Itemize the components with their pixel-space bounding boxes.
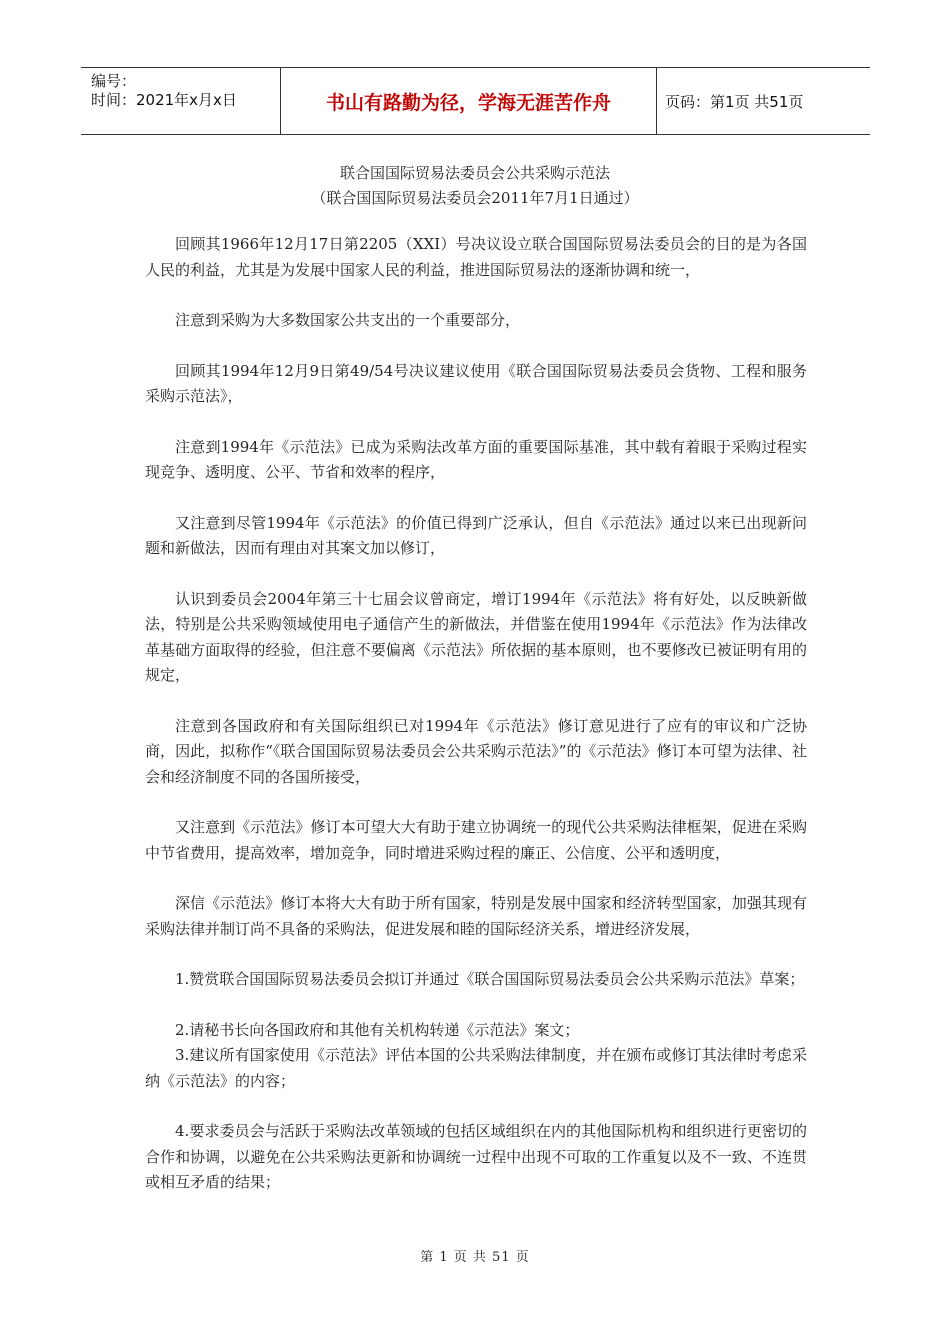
paragraph: 注意到采购为大多数国家公共支出的一个重要部分， — [175, 311, 521, 329]
paragraph: 注意到各国政府和有关国际组织已对1994年《示范法》修订意见进行了应有的审议和广泛协商，因此，拟称作“《联合国国际贸易法委员会公共采购示范法》”的《示范法》修订本可望为法律、社会和经济制度不同的各国所接受， — [145, 716, 807, 786]
number-label: 编号： — [91, 72, 137, 90]
page-header — [81, 67, 870, 135]
resolution-item: 3.建议所有国家使用《示范法》评估本国的公共采购法律制度，并在颁布或修订其法律时考虑采纳《示范法》的内容； — [145, 1046, 807, 1090]
document-title: 联合国国际贸易法委员会公共采购示范法 — [339, 164, 610, 182]
header-motto: 书山有路勤为径，学海无涯苦作舟 — [281, 68, 657, 134]
resolution-item: 4.要求委员会与活跃于采购法改革领域的包括区域组织在内的其他国际机构和组织进行更密切的合作和协调，以避免在公共采购法更新和协调统一过程中出现不可取的工作重复以及不一致、不连贯或相互矛盾的结果； — [145, 1122, 807, 1191]
paragraph: 认识到委员会2004年第三十七届会议曾商定，增订1994年《示范法》将有好处，以反映新做法，特别是公共采购领域使用电子通信产生的新做法，并借鉴在使用1994年《示范法》作为法律改革基础方面取得的经验，但注意不要偏离《示范法》所依据的基本原则，也不要修改已被证明有用的规定， — [145, 589, 807, 684]
paragraph: 回顾其1966年12月17日第2205（XXI）号决议设立联合国国际贸易法委员会的目的是为各国人民的利益，尤其是为发展中国家人民的利益，推进国际贸易法的逐渐协调和统一， — [145, 235, 807, 279]
header-page-info: 页码：第1页 共51页 — [665, 92, 804, 111]
page-footer: 第 1 页 共 51 页 — [420, 1250, 530, 1265]
paragraph: 又注意到《示范法》修订本可望大大有助于建立协调统一的现代公共采购法律框架，促进在采购中节省费用，提高效率，增加竞争，同时增进采购过程的廉正、公信度、公平和透明度， — [145, 818, 807, 862]
document-body — [145, 232, 807, 1221]
time-label: 时间：2021年x月x日 — [91, 91, 237, 109]
paragraph: 回顾其1994年12月9日第49/54号决议建议使用《联合国国际贸易法委员会货物、工程和服务采购示范法》， — [145, 361, 807, 405]
paragraph: 注意到1994年《示范法》已成为采购法改革方面的重要国际基准，其中载有着眼于采购过程实现竞争、透明度、公平、节省和效率的程序， — [145, 437, 807, 481]
resolution-item: 1.赞赏联合国国际贸易法委员会拟订并通过《联合国国际贸易法委员会公共采购示范法》草案； — [175, 970, 805, 988]
paragraph: 深信《示范法》修订本将大大有助于所有国家，特别是发展中国家和经济转型国家，加强其现有采购法律并制订尚不具备的采购法，促进发展和睦的国际经济关系，增进经济发展， — [145, 894, 807, 938]
document-subtitle: （联合国国际贸易法委员会2011年7月1日通过） — [311, 189, 639, 207]
paragraph: 又注意到尽管1994年《示范法》的价值已得到广泛承认，但自《示范法》通过以来已出现新问题和新做法，因而有理由对其案文加以修订， — [145, 513, 807, 557]
header-meta-cell — [81, 68, 281, 134]
resolution-item: 2.请秘书长向各国政府和其他有关机构转递《示范法》案文； — [175, 1020, 580, 1039]
